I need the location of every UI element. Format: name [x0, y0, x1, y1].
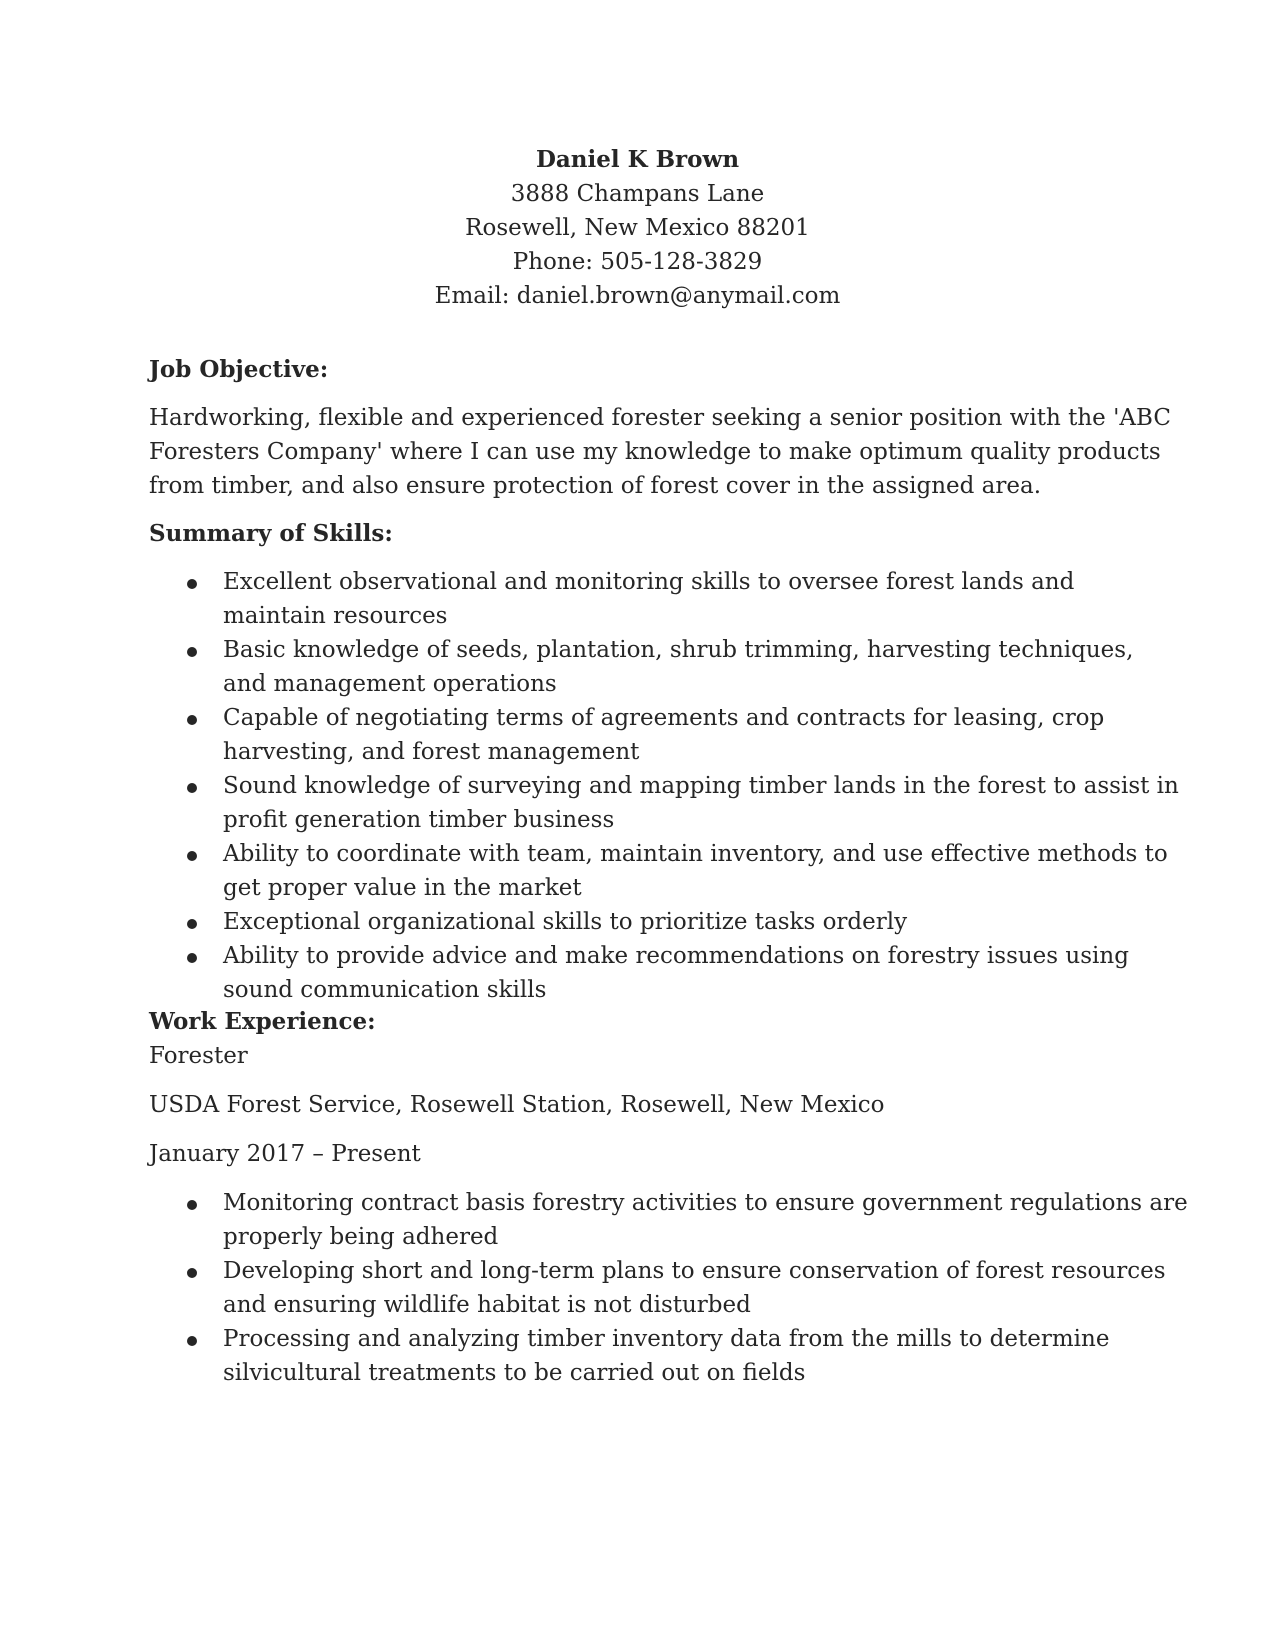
bullet-icon [187, 783, 197, 793]
list-item [149, 1322, 1139, 1390]
skills-section [149, 517, 1139, 551]
dates-block [149, 1137, 1139, 1171]
bullet-icon [187, 715, 197, 725]
bullet-icon [187, 647, 197, 657]
address-line-2: Rosewell, New Mexico 88201 [465, 215, 810, 241]
list-item-text: and ensuring wildlife habitat is not disturbed [223, 1292, 751, 1318]
list-item-text: Capable of negotiating terms of agreements and contracts for leasing, crop [223, 705, 1105, 731]
objective-section [149, 353, 1139, 387]
list-item [149, 769, 1179, 837]
bullet-icon [187, 1200, 197, 1210]
bullet-icon [187, 919, 197, 929]
list-item [149, 837, 1168, 905]
employer: USDA Forest Service, Rosewell Station, Rosewell, New Mexico [149, 1092, 885, 1118]
employment-dates: January 2017 – Present [149, 1141, 421, 1167]
list-item [149, 1186, 1188, 1254]
list-item [149, 939, 1139, 1007]
email-address: Email: daniel.brown@anymail.com [434, 283, 841, 309]
list-item-text: maintain resources [223, 603, 448, 629]
list-item-text: sound communication skills [223, 977, 547, 1003]
objective-heading: Job Objective: [149, 356, 329, 383]
objective-line: from timber, and also ensure protection of forest cover in the assigned area. [149, 473, 1042, 499]
list-item-text: Processing and analyzing timber inventory data from the mills to determine [223, 1326, 1110, 1352]
list-item-text: Excellent observational and monitoring skills to oversee forest lands and [223, 569, 1075, 595]
candidate-name: Daniel K Brown [535, 146, 740, 173]
duties-list-container [149, 1186, 1188, 1390]
list-item [149, 905, 1139, 939]
bullet-icon [187, 579, 197, 589]
list-item-text: properly being adhered [223, 1224, 499, 1250]
list-item-text: Sound knowledge of surveying and mapping timber lands in the forest to assist in [223, 773, 1179, 799]
bullet-icon [187, 1336, 197, 1346]
list-item-text: Ability to provide advice and make recommendations on forestry issues using [223, 943, 1129, 969]
list-item [149, 565, 1139, 633]
skills-list [149, 565, 1179, 1007]
objective-line: Hardworking, flexible and experienced forester seeking a senior position with the 'ABC [149, 405, 1171, 431]
list-item-text: profit generation timber business [223, 807, 615, 833]
list-item [149, 633, 1139, 701]
skills-heading: Summary of Skills: [149, 520, 393, 547]
bullet-icon [187, 953, 197, 963]
experience-section [149, 1005, 1139, 1073]
bullet-icon [187, 1268, 197, 1278]
contact-header [0, 143, 1275, 313]
list-item-text: Ability to coordinate with team, maintain inventory, and use effective methods to [223, 841, 1168, 867]
objective-line: Foresters Company' where I can use my knowledge to make optimum quality products [149, 439, 1161, 465]
job-title: Forester [149, 1043, 248, 1069]
duties-list [149, 1186, 1188, 1390]
list-item-text: and management operations [223, 671, 557, 697]
list-item-text: Developing short and long-term plans to ensure conservation of forest resources [223, 1258, 1166, 1284]
list-item-text: Monitoring contract basis forestry activities to ensure government regulations are [223, 1190, 1188, 1216]
list-item-text: harvesting, and forest management [223, 739, 640, 765]
list-item-text: Basic knowledge of seeds, plantation, shrub trimming, harvesting techniques, [223, 637, 1134, 663]
address-line-1: 3888 Champans Lane [510, 181, 765, 207]
phone-number: Phone: 505-128-3829 [512, 249, 763, 275]
list-item [149, 1254, 1166, 1322]
list-item-text: Exceptional organizational skills to prioritize tasks orderly [223, 909, 908, 935]
employer-block [149, 1088, 1139, 1122]
bullet-icon [187, 851, 197, 861]
list-item-text: silvicultural treatments to be carried out on fields [223, 1360, 806, 1386]
skills-list-container [149, 565, 1179, 1007]
objective-text [149, 401, 1171, 503]
list-item-text: get proper value in the market [223, 875, 582, 901]
list-item [149, 701, 1139, 769]
experience-heading: Work Experience: [149, 1008, 376, 1035]
